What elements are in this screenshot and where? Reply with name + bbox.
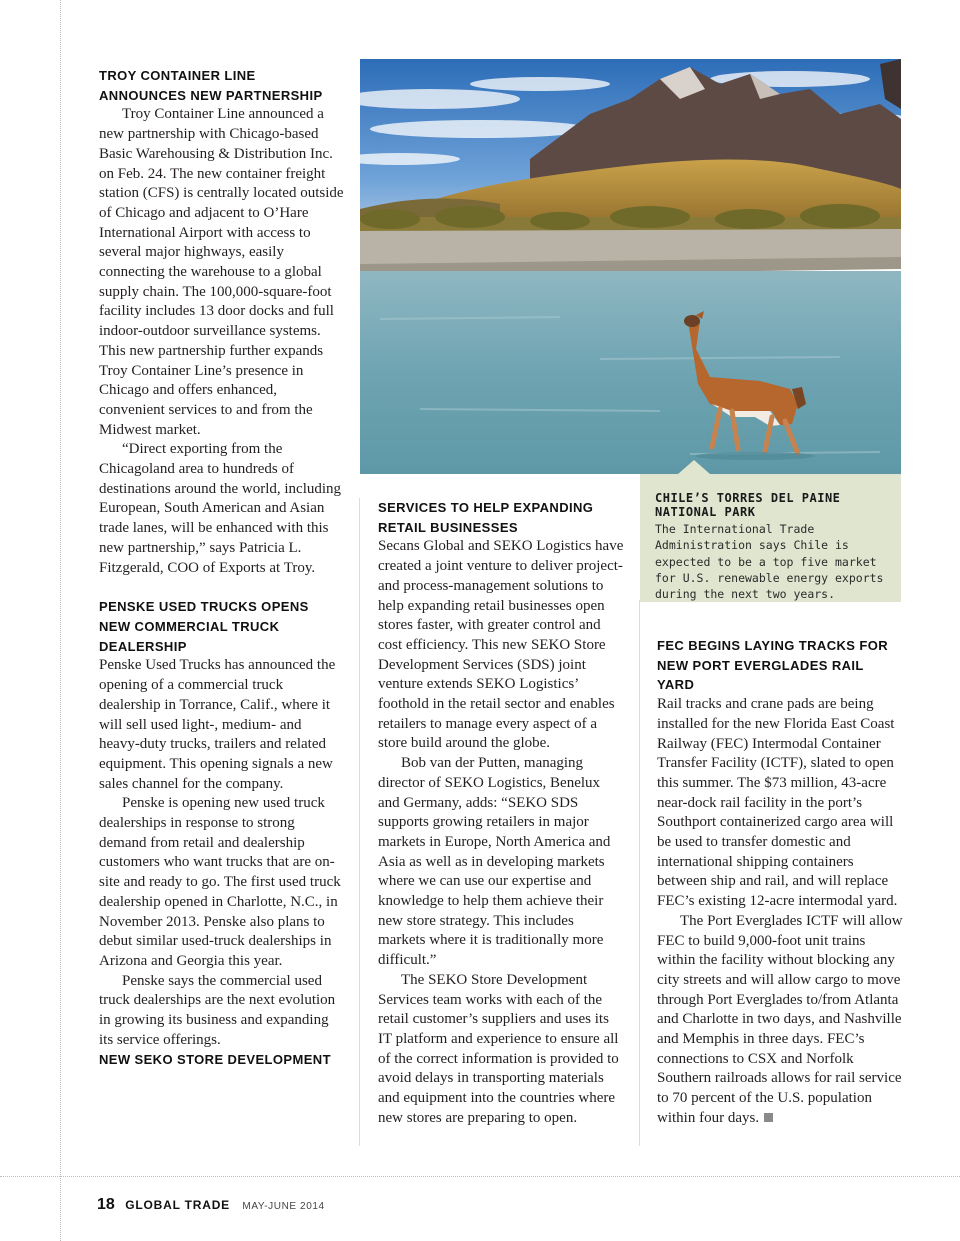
article-paragraph: Rail tracks and crane pads are being installed for the new Florida East Coast Railway (FEC) Intermodal Container Transfer Facility (ICTF), slated to open this summer. The $73 million, 43-acre near-dock rail facility in the port’s Southport containerized cargo area will be used to transfer domestic and international shipping containers between ship and rail, and will replace FEC’s existing 12-acre intermodal yard. xyxy=(657,696,898,910)
caption-notch xyxy=(678,460,710,474)
margin-guide-horizontal xyxy=(0,1176,960,1177)
caption-title-line: CHILE’S TORRES DEL PAINE xyxy=(655,491,841,505)
article-heading-seko-part1: NEW SEKO STORE DEVELOPMENT xyxy=(99,1052,331,1068)
article-paragraph: Penske says the commercial used truck dealerships are the next evolution in growing its business and expanding its service offerings. xyxy=(99,972,336,1048)
heading-line: SERVICES TO HELP EXPANDING xyxy=(378,500,594,515)
guanaco-lake-photo xyxy=(360,59,901,474)
heading-line: RETAIL BUSINESSES xyxy=(378,519,518,535)
column-left xyxy=(99,66,345,1070)
photo-caption-text: The International Trade Administration says Chile is expected to be a top five market for U.S. renewable energy exports during the next two years. xyxy=(655,522,884,602)
end-mark-icon xyxy=(764,1113,773,1122)
column-middle xyxy=(378,498,624,1129)
paragraph-text: The Port Everglades ICTF will allow FEC to build 9,000-foot unit trains within the facility without blocking any city streets and will allow cargo to move through Port Everglades to/from Atlanta and Charlotte in two days, and Nashville and Memphis in three days. FEC’s connections to CSX and Norfolk Southern railroads allows for rail service to 70 percent of the U.S. population within four days. xyxy=(657,912,903,1126)
column-right xyxy=(657,636,903,1129)
column-rule xyxy=(639,600,640,1146)
article-heading-fec xyxy=(657,636,903,695)
caption-title-line: NATIONAL PARK xyxy=(655,505,756,519)
article-paragraph: Bob van der Putten, managing director of SEKO Logistics, Benelux and Germany, adds: “SEKO SDS supports growing retailers in major markets in Europe, North America and Asia as well as in developing markets where we can use our expertise and knowledge to help them achieve their new store strategy. This includes markets where it is traditionally more difficult.” xyxy=(378,755,611,969)
page-footer xyxy=(97,1196,325,1214)
article-paragraph: “Direct exporting from the Chicagoland area to hundreds of destinations around the world, including European, South American and Asian trade lanes, will be enhanced with this new partnership,” says Patricia L. Fitzgerald, COO of Exports at Troy. xyxy=(99,441,342,576)
article-paragraph: The SEKO Store Development Services team works with each of the retail customer’s suppliers and uses its IT platform and experience to ensure all of the correct information is provided to avoid delays in transporting materials and equipment into the countries where new stores are preparing to open. xyxy=(378,971,619,1126)
article-paragraph: Penske is opening new used truck dealerships in response to strong demand from retail and dealership customers who want trucks that are on-site and ready to go. The first used truck dealership opened in Charlotte, N.C., in November 2013. Penske also plans to debut similar used-truck dealerships in Arizona and Georgia this year. xyxy=(99,795,341,969)
heading-line: ANNOUNCES NEW PARTNERSHIP xyxy=(99,87,323,103)
article-paragraph: Penske Used Trucks has announced the opening of a commercial truck dealership in Torrance, Calif., where it will sell used light-, medium- and heavy-duty trucks, trailers and related equipment. This opening signals a new sales channel for the company. xyxy=(99,657,336,792)
article-paragraph: Troy Container Line announced a new partnership with Chicago-based Basic Warehousing & Distribution Inc. on Feb. 24. The new container freight station (CFS) is centrally located outside of Chicago and adjacent to O’Hare International Airport with access to several major highways, easily connecting the warehouse to a global supply chain. The 100,000-square-foot facility includes 13 door docks and full indoor-outdoor surveillance systems. This new partnership further expands Troy Container Line’s presence in Chicago and offers enhanced, convenient services to and from the Midwest market. xyxy=(99,106,344,438)
article-heading-troy xyxy=(99,66,345,105)
page-number: 18 xyxy=(97,1196,115,1213)
column-rule xyxy=(359,498,360,1146)
heading-line: PENSKE USED TRUCKS OPENS xyxy=(99,599,309,615)
magazine-name: GLOBAL TRADE xyxy=(125,1198,230,1212)
margin-guide-vertical xyxy=(60,0,61,1241)
photo-caption-title xyxy=(655,491,875,519)
article-paragraph: Secans Global and SEKO Logistics have created a joint venture to deliver project- and process-management solutions to help expanding retail businesses open stores faster, with greater control and cost efficiency. This new SEKO Store Development Services (SDS) joint venture extends SEKO Logistics’ foothold in the retail sector and enables retailers to manage every aspect of a store build around the globe. xyxy=(378,538,624,752)
heading-line: FEC BEGINS LAYING TRACKS FOR xyxy=(657,638,889,653)
article-paragraph-last xyxy=(657,912,903,1129)
heading-line: NEW PORT EVERGLADES RAIL YARD xyxy=(657,657,864,693)
heading-line: DEALERSHIP xyxy=(99,638,187,654)
heading-line: NEW COMMERCIAL TRUCK xyxy=(99,618,280,634)
article-heading-penske xyxy=(99,597,345,656)
issue-date: MAY-JUNE 2014 xyxy=(242,1201,325,1212)
article-heading-seko-part2 xyxy=(378,498,624,537)
heading-line: TROY CONTAINER LINE xyxy=(99,68,256,83)
